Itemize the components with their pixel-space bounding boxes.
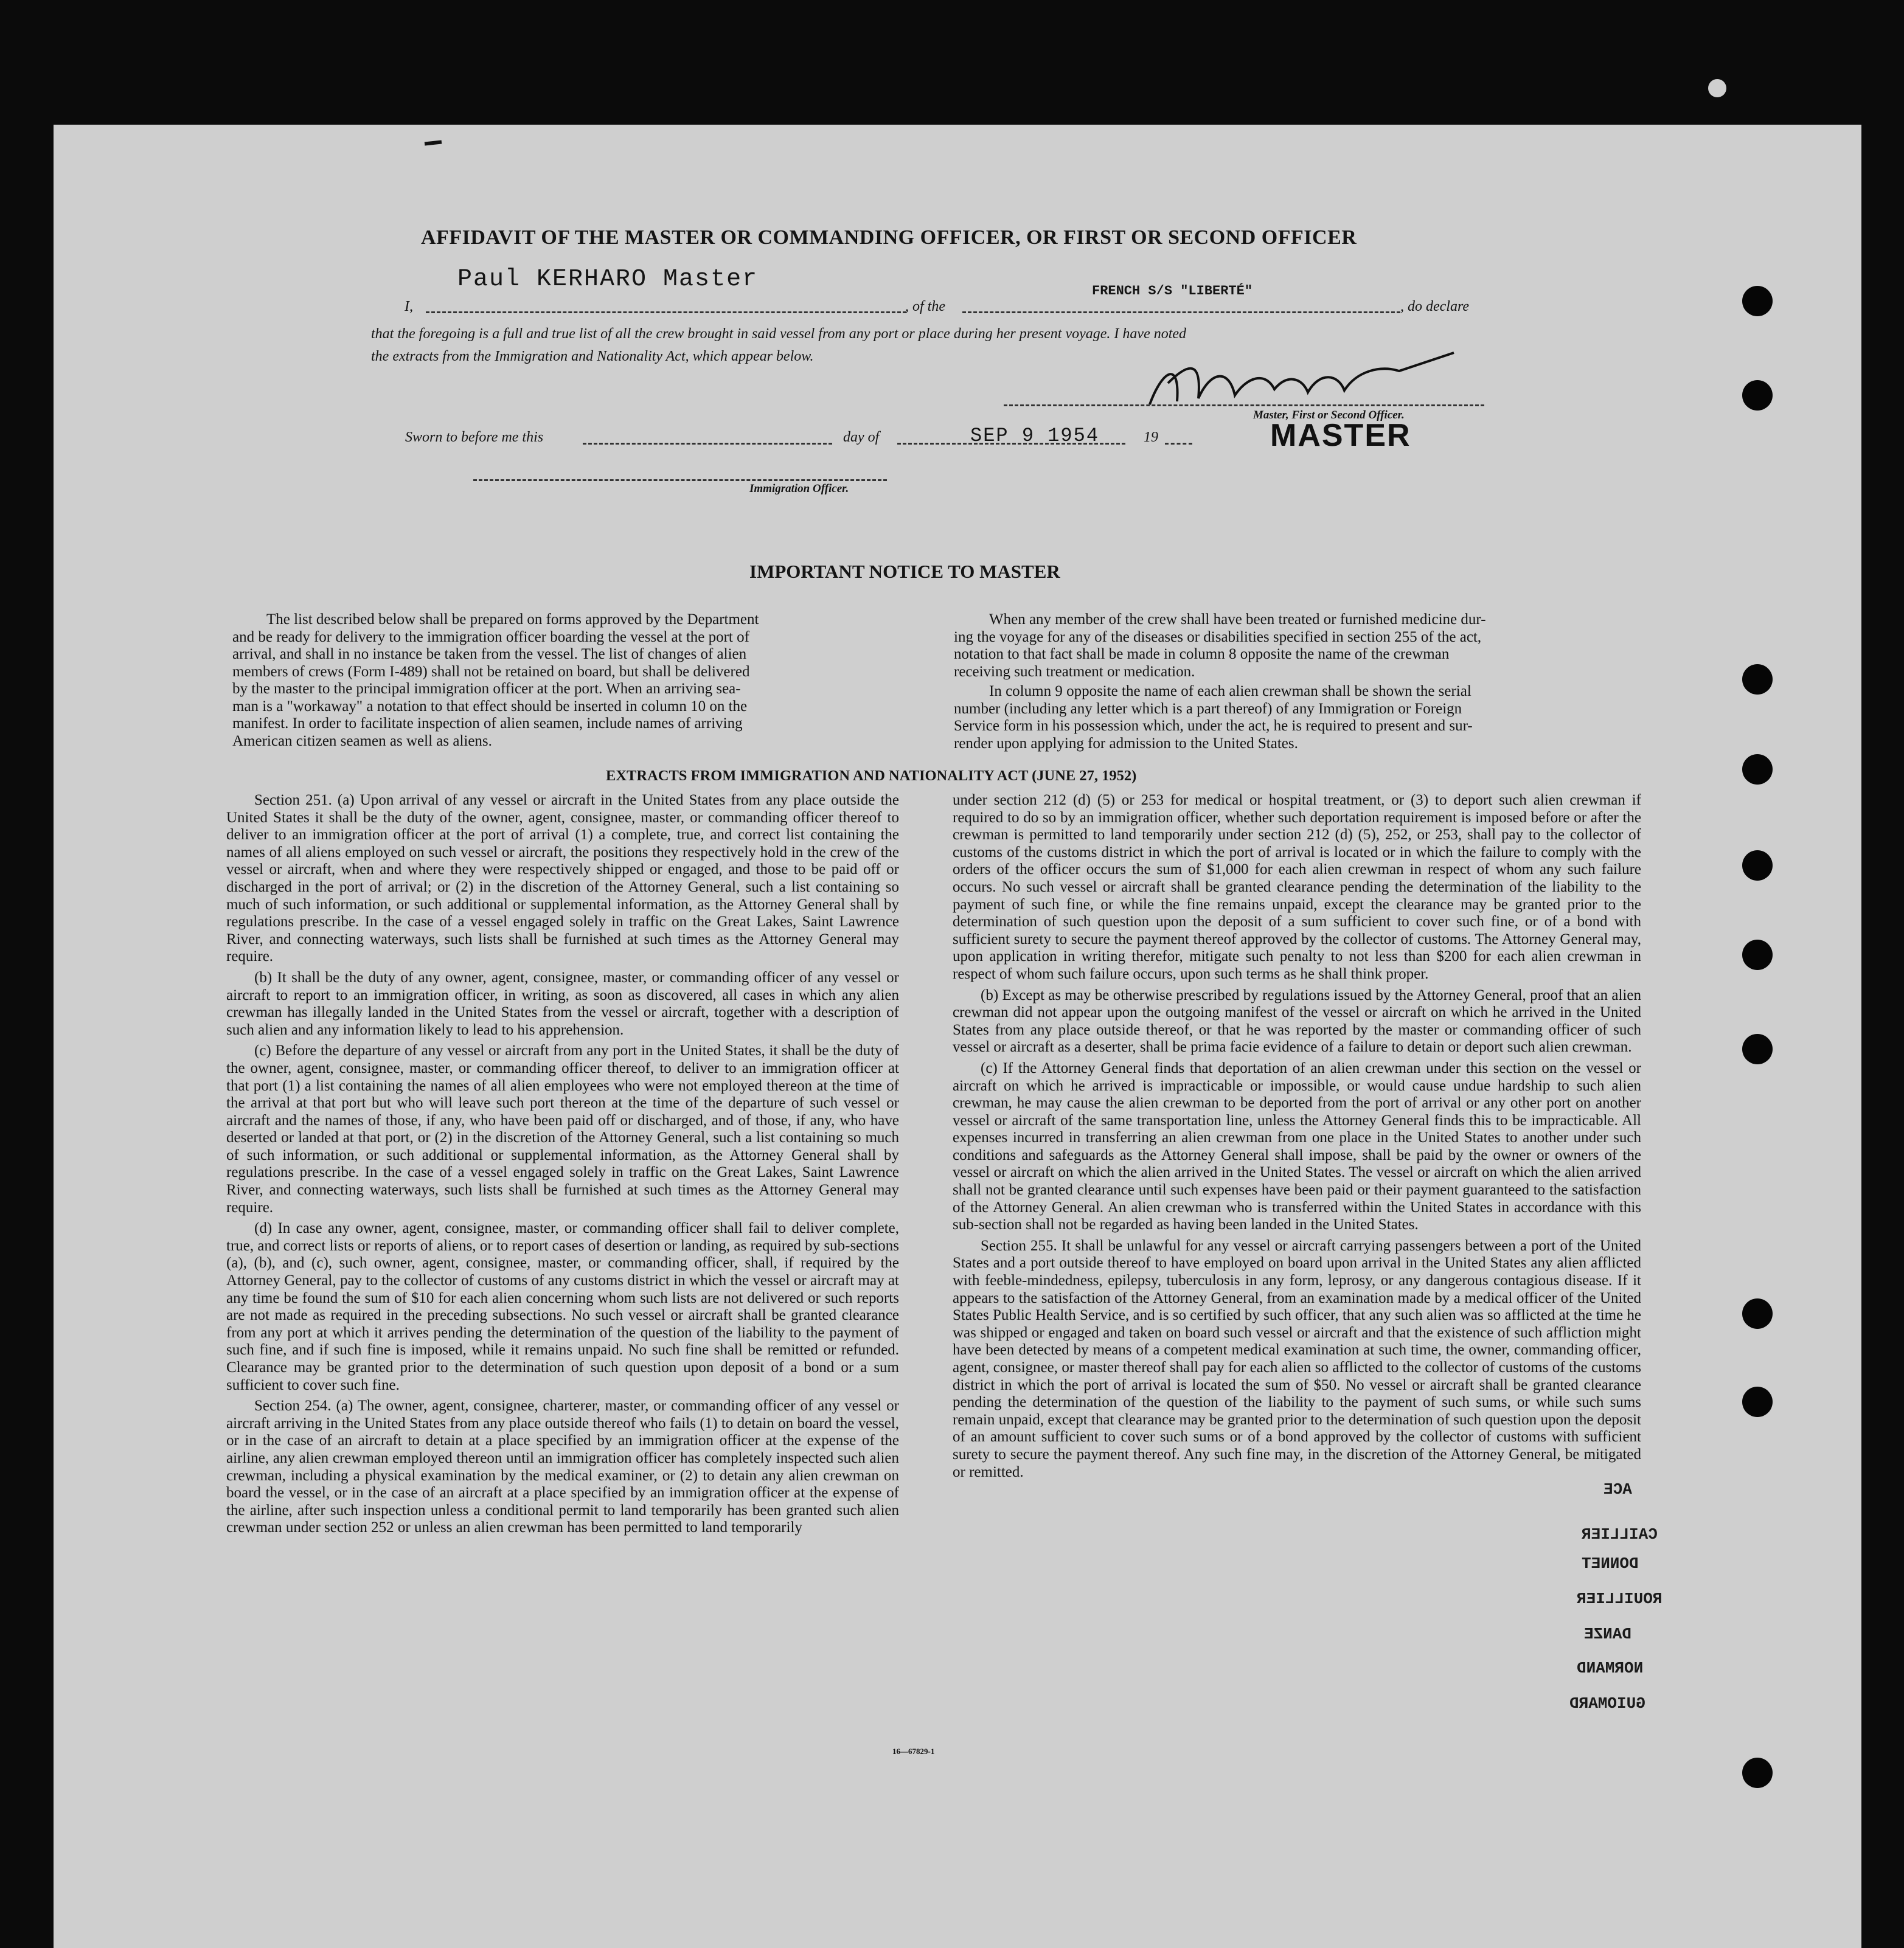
of-the-label: , of the bbox=[905, 299, 945, 314]
year-label: 19 bbox=[1144, 429, 1158, 445]
name-line bbox=[426, 311, 906, 313]
form-number: 16—67829-1 bbox=[892, 1747, 935, 1756]
bleed-through-name: NORMAND bbox=[1577, 1659, 1644, 1677]
punch-hole bbox=[1742, 940, 1773, 970]
notice-right-paragraph-2: In column 9 opposite the name of each alien crewman shall be shown the serial number (including any letter which is a part thereof) of any Immigration or Foreign Service form in his possession which, under the act, he is required to present and sur- render upon applying for admission to the United States. bbox=[954, 683, 1473, 752]
vessel-line bbox=[962, 311, 1400, 313]
section-254-b: (b) Except as may be otherwise prescribed by regulations issued by the Attorney General, proof that an alien crewman did not appear upon the outgoing manifest of the vessel or aircraft on which he arrived in the United States from any place outside thereof, or that he was reported by the master or commanding officer of such vessel or aircraft as a deserter, shall be prima facie evidence of a failure to detain or deport such alien crewman. bbox=[953, 986, 1641, 1056]
document-title: AFFIDAVIT OF THE MASTER OR COMMANDING OFFICER, OR FIRST OR SECOND OFFICER bbox=[421, 226, 1357, 249]
bleed-through-name: CAILLIER bbox=[1582, 1525, 1658, 1544]
sworn-line bbox=[583, 443, 832, 445]
section-254-c: (c) If the Attorney General finds that deportation of an alien crewman under this section on the vessel or aircraft on which he arrived is impracticable or impossible, or would cause undue hardship to such alien crewman, he may cause the alien crewman to be deported from the port of arrival or any other port on another vessel or aircraft of the same transportation line, unless the Attorney General finds this to be impracticable. All expenses incurred in transferring an alien crewman from one place in the United States to another under such conditions and safeguards as the Attorney General shall impose, shall be paid by the owner or owners of the vessel or aircraft on which the alien arrived in the United States. The vessel or aircraft on which the alien arrived shall not be granted clearance until such expenses have been paid or their payment guaranteed to the satisfaction of the Attorney General. An alien crewman who is transferred within the United States in accordance with this sub-section shall not be regarded as having been landed in the United States. bbox=[953, 1059, 1641, 1233]
punch-hole bbox=[1742, 1034, 1773, 1064]
officer-caption: Immigration Officer. bbox=[749, 482, 849, 495]
signature-caption: Master, First or Second Officer. bbox=[1253, 409, 1405, 421]
declaration-line-2: the extracts from the Immigration and Nationality Act, which appear below. bbox=[371, 348, 814, 364]
do-declare-label: , do declare bbox=[1400, 299, 1470, 314]
i-label: I, bbox=[405, 299, 413, 314]
signature-line bbox=[1004, 404, 1484, 406]
punch-hole bbox=[1742, 1387, 1773, 1417]
punch-hole bbox=[1742, 850, 1773, 881]
notice-right-paragraph-1: When any member of the crew shall have been treated or furnished medicine dur- ing the voyage for any of the diseases or disabilities specified in section 255 of the act, notation to that fact shall be made in column 8 opposite the name of the crewman receiving such treatment or medication. bbox=[954, 611, 1486, 680]
sworn-label: Sworn to before me this bbox=[405, 429, 544, 445]
punch-hole bbox=[1742, 664, 1773, 695]
day-of-label: day of bbox=[843, 429, 880, 445]
extracts-left-column bbox=[226, 792, 899, 1541]
punch-hole bbox=[1742, 1298, 1773, 1329]
punch-hole bbox=[1742, 1758, 1773, 1788]
notice-title: IMPORTANT NOTICE TO MASTER bbox=[749, 561, 1060, 582]
corner-tear bbox=[1708, 79, 1726, 97]
notice-left-paragraph: The list described below shall be prepared on forms approved by the Department and be ready for delivery to the immigration officer boarding the vessel at the port of arrival, and shall in no instance be taken from the vessel. The list of changes of alien members of crews (Form I-489) shall not be retained on board, but shall be delivered by the master to the principal immigration officer at the port. When an arriving sea- man is a "workaway" a notation to that effect should be inserted in column 10 on the manifest. In order to facilitate inspection of alien seamen, include names of arriving American citizen seamen as well as aliens. bbox=[232, 611, 759, 749]
section-254-a: Section 254. (a) The owner, agent, consignee, charterer, master, or commanding officer of any vessel or aircraft arriving in the United States from any place outside thereof who fails (1) to detain on board the vessel, or in the case of an aircraft to detain at a place specified by an immigration officer at the expense of the airline, any alien crewman employed thereon until an immigration officer has completely inspected such alien crewman, including a physical examination by the medical examiner, or (2) to detain any alien crewman on board the vessel, or in the case of an aircraft at a place specified by an immigration officer at the expense of the airline, after such inspection unless a conditional permit to land temporarily has been granted such alien crewman under section 252 or unless an alien crewman has been permitted to land temporarily bbox=[226, 1398, 899, 1536]
punch-hole bbox=[1742, 754, 1773, 785]
master-name-typed: Paul KERHARO Master bbox=[457, 266, 759, 293]
date-stamp: SEP 9 1954 bbox=[970, 425, 1100, 447]
vessel-name-typed: FRENCH S/S "LIBERTÉ" bbox=[1092, 283, 1253, 299]
year-line bbox=[1165, 443, 1192, 445]
extracts-title: EXTRACTS FROM IMMIGRATION AND NATIONALITY ACT (JUNE 27, 1952) bbox=[606, 768, 1137, 784]
bleed-through-name: DONNET bbox=[1582, 1555, 1639, 1573]
bleed-through-name: DANZE bbox=[1584, 1625, 1632, 1643]
section-254-a-continued: under section 212 (d) (5) or 253 for medical or hospital treatment, or (3) to deport such alien crewman if required to do so by an immigration officer, whether such deportation requirement is imposed before or after the crewman is permitted to land temporarily under section 212 (d) (5), 252, or 253, shall pay to the collector of customs of the customs district in which the port of arrival is located or in which the failure to comply with the orders of the officer occurs the sum of $1,000 for each alien crewman in respect of whom any such failure occurs. No such vessel or aircraft shall be granted clearance pending the determination of the liability to the payment of such fine, or while the fine remains unpaid, except the clearance may be granted prior to the determination of such question upon the deposit of a sum sufficient to cover such fine, or of a bond with sufficient surety to secure the payment thereof approved by the collector of customs. The Attorney General may, upon application in writing therefor, mitigate such penalty to not less than $200 for each alien crewman in respect of whom such failure occurs, upon such terms as he shall think proper. bbox=[953, 792, 1641, 982]
punch-hole bbox=[1742, 380, 1773, 411]
section-251-b: (b) It shall be the duty of any owner, agent, consignee, master, or commanding officer of any vessel or aircraft to report to an immigration officer, in writing, as soon as discovered, all cases in which any alien crewman has illegally landed in the United States from the vessel or aircraft, together with a description of such alien and any information likely to lead to his apprehension. bbox=[226, 969, 899, 1038]
immigration-officer-line bbox=[473, 479, 887, 481]
bleed-through-name: ACE bbox=[1603, 1480, 1632, 1499]
punch-hole bbox=[1742, 286, 1773, 316]
master-stamp: MASTER bbox=[1270, 418, 1411, 453]
bleed-through-name: GUIOMARD bbox=[1569, 1694, 1645, 1713]
bleed-through-name: ROUILLIER bbox=[1577, 1590, 1663, 1608]
section-251-d: (d) In case any owner, agent, consignee, master, or commanding officer shall fail to deliver complete, true, and correct lists or reports of aliens, or to report cases of desertion or landing, as required by sub-sections (a), (b), and (c), such owner, agent, consignee, master, or commanding officer, shall, if required by the Attorney General, pay to the collector of customs of any customs district in which the vessel or aircraft may at any time be found the sum of $10 for each alien concerning whom such lists are not delivered or such reports are not made as required in the preceding subsections. No such vessel or aircraft shall be granted clearance from any port at which it arrives pending the determination of the question of the liability to the payment of such fine, and if such fine is imposed, while it remains unpaid. No such fine shall be remitted or refunded. Clearance may be granted prior to the determination of such question upon deposit of a bond or a sum sufficient to cover such fine. bbox=[226, 1220, 899, 1393]
declaration-line-1: that the foregoing is a full and true list of all the crew brought in said vessel from any port or place during her present voyage. I have noted bbox=[371, 326, 1187, 342]
extracts-right-column bbox=[953, 792, 1641, 1485]
section-251-c: (c) Before the departure of any vessel or aircraft from any port in the United States, it shall be the duty of the owner, agent, consignee, master, or commanding officer thereof, to deliver to an immigration officer at that port (1) a list containing the names of all alien employees who were not employed thereon at the time of the arrival at that port but who will leave such port thereon at the time of the departure of such vessel or aircraft and the names of those, if any, who have been paid off or discharged, and of those, if any, who have deserted or landed at that port, or (2) in the discretion of the Attorney General, such a list containing so much of such information, or such additional or supplemental information, as the Attorney General shall by regulations prescribe. In the case of a vessel engaged solely in traffic on the Great Lakes, Saint Lawrence River, and connecting waterways, such lists shall be furnished at such times as the Attorney General may require. bbox=[226, 1042, 899, 1216]
section-255: Section 255. It shall be unlawful for any vessel or aircraft carrying passengers between a port of the United States and a port outside thereof to have employed on board upon arrival in the United States any alien afflicted with feeble-mindedness, epilepsy, tuberculosis in any form, leprosy, or any dangerous contagious disease. If it appears to the satisfaction of the Attorney General, from an examination made by a medical officer of the United States Public Health Service, and is so certified by such officer, that any such alien was so afflicted at the time he was shipped or engaged and taken on board such vessel or aircraft and that the existence of such affliction might have been detected by means of a competent medical examination at such time, the owner, commanding officer, agent, consignee, or master thereof shall pay for each alien so afflicted to the collector of customs of the customs district in which the port of arrival is located the sum of $50. No vessel or aircraft shall be granted clearance pending the determination of the question of the liability to the payment of such sums, or while such sums remain unpaid, except that clearance may be granted prior to the determination of such question upon the deposit of an amount sufficient to cover such sums or of a bond approved by the collector of customs with sufficient surety to secure the payment thereof. Any such fine may, in the discretion of the Attorney General, be mitigated or remitted. bbox=[953, 1237, 1641, 1480]
section-251-a: Section 251. (a) Upon arrival of any vessel or aircraft in the United States from any place outside the United States it shall be the duty of the owner, agent, consignee, master, or commanding officer thereof to deliver to an immigration officer at the port of arrival (1) a complete, true, and correct list containing the names of all aliens employed on such vessel or aircraft, the positions they respectively hold in the crew of the vessel or aircraft, when and where they were respectively shipped or engaged, and those to be paid off or discharged in the port of arrival; or (2) in the discretion of the Attorney General, such a list containing so much of such information, or such additional or supplemental information, as the Attorney General shall by regulations prescribe. In the case of a vessel engaged solely in traffic on the Great Lakes, Saint Lawrence River, and connecting waterways, such lists shall be furnished at such times as the Attorney General may require. bbox=[226, 792, 899, 965]
